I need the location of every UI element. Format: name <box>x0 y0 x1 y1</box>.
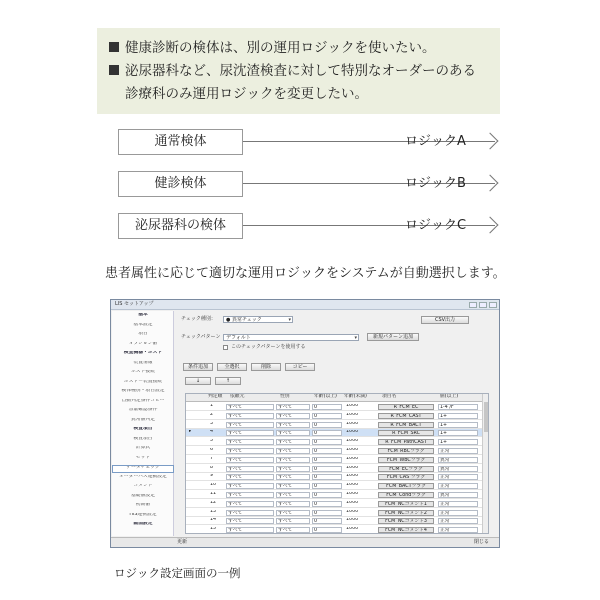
value-input[interactable]: 1-4 /F <box>438 404 478 410</box>
note-line-1: 健康診断の検体は、別の運用ロジックを使いたい。 <box>109 37 500 60</box>
value-input[interactable]: 異常 <box>438 466 478 472</box>
age-from-input[interactable]: 0 <box>312 510 342 516</box>
source-select[interactable]: すべて <box>226 466 274 472</box>
source-select[interactable]: すべて <box>226 457 274 463</box>
add-condition-button[interactable]: 条件追加 <box>183 363 213 371</box>
source-select[interactable]: すべて <box>226 474 274 480</box>
note-line-2: 泌尿器科など、尿沈渣検査に対して特別なオーダーのある <box>109 60 500 83</box>
item-button[interactable]: FCM_Condフラグ <box>378 492 434 498</box>
flow-source-box: 健診検体 <box>118 171 243 197</box>
table-row[interactable] <box>186 447 489 455</box>
sidebar-item[interactable]: 項目 <box>138 332 148 336</box>
check-type-label: チェック種別： <box>181 316 216 322</box>
pattern-select[interactable]: デフォルト ▾ <box>223 334 359 341</box>
item-button[interactable]: R_FCM_PathCAST <box>378 439 434 445</box>
age-from-input[interactable]: 0 <box>312 448 342 454</box>
value-input[interactable]: 異常 <box>438 457 478 463</box>
sex-select[interactable]: すべて <box>276 527 310 533</box>
age-from-input[interactable]: 0 <box>312 457 342 463</box>
sidebar-item[interactable]: ホスト接続 <box>131 370 155 374</box>
sidebar-item[interactable]: 検体種別・項目設定 <box>121 389 165 393</box>
settings-main-panel <box>175 311 499 536</box>
age-from-input[interactable]: 0 <box>312 483 342 489</box>
age-to-value: 1000 <box>346 518 359 523</box>
age-to-value: 1000 <box>346 474 359 479</box>
sidebar-group-label: 画面設定 <box>133 522 153 526</box>
row-number: 9 <box>210 474 214 479</box>
table-row[interactable] <box>186 456 489 464</box>
use-pattern-checkbox[interactable] <box>223 345 228 350</box>
flow-row-urology <box>118 213 478 239</box>
row-number: 1 <box>210 404 214 408</box>
item-button[interactable]: FCM_NCコメント1 <box>378 501 434 507</box>
maximize-icon[interactable] <box>479 302 487 308</box>
age-to-value: 1000 <box>346 404 359 408</box>
value-input[interactable]: 正常 <box>438 448 478 454</box>
row-number: 14 <box>210 518 217 523</box>
source-select[interactable]: すべて <box>226 492 274 498</box>
table-row[interactable] <box>186 465 489 473</box>
sidebar-item[interactable]: オーダーパス連動設定 <box>119 474 167 479</box>
table-row[interactable] <box>186 412 489 420</box>
value-input[interactable]: 1+ <box>438 430 478 436</box>
value-input[interactable]: 異常 <box>438 492 478 498</box>
sex-select[interactable]: すべて <box>276 510 310 516</box>
value-input[interactable]: 正常 <box>438 501 478 507</box>
column-header: 性別 <box>280 394 290 399</box>
age-from-input[interactable]: 0 <box>312 474 342 480</box>
main-caption: 患者属性に応じて適切な運用ロジックをシステムが自動選択します。 <box>105 266 506 281</box>
age-from-input[interactable]: 0 <box>312 404 342 410</box>
source-select[interactable]: すべて <box>226 422 274 428</box>
row-number: 11 <box>210 492 217 496</box>
age-from-input[interactable]: 0 <box>312 466 342 472</box>
age-to-value: 1000 <box>346 430 359 435</box>
row-number: 5 <box>210 439 214 444</box>
pattern-label: チェックパターン <box>181 334 221 340</box>
item-button[interactable]: FCM_CAS フラグ <box>378 474 434 480</box>
arrow-right-icon <box>482 133 499 150</box>
row-number: 6 <box>210 448 214 452</box>
item-button[interactable]: FCM_BACTフラグ <box>378 483 434 489</box>
flow-row-checkup <box>118 171 478 197</box>
column-header: 項目名 <box>382 394 397 399</box>
sidebar-item[interactable]: 異常値判定 <box>131 417 155 422</box>
age-from-input[interactable]: 0 <box>312 501 342 507</box>
sidebar-item[interactable]: 初期値 <box>135 503 151 507</box>
window-titlebar <box>111 300 499 310</box>
source-select[interactable]: すべて <box>226 404 274 410</box>
sidebar-item[interactable]: オプション値 <box>128 341 158 346</box>
row-number: 13 <box>210 509 217 514</box>
age-to-value: 1000 <box>346 483 359 488</box>
age-to-value: 1000 <box>346 465 359 470</box>
value-input[interactable]: 正常 <box>438 510 478 516</box>
item-button[interactable]: R_FCM_BACT <box>378 422 434 428</box>
column-header: 年齢(以上) <box>314 394 337 399</box>
age-to-value: 1000 <box>346 439 359 444</box>
sidebar-item[interactable]: 基礎値設定 <box>131 493 155 498</box>
row-number: 8 <box>210 465 214 470</box>
scrollbar-thumb[interactable] <box>484 402 488 432</box>
age-to-value: 1000 <box>346 492 359 496</box>
move-up-button[interactable]: ↑ <box>215 377 241 385</box>
square-bullet-icon <box>109 42 119 52</box>
csv-export-button[interactable]: CSV出力 <box>421 316 469 324</box>
sidebar-item[interactable]: コメント <box>133 484 153 488</box>
age-from-input[interactable]: 0 <box>312 518 342 524</box>
source-select[interactable]: すべて <box>226 483 274 489</box>
age-from-input[interactable]: 0 <box>312 527 342 533</box>
column-header: 年齢(未満) <box>344 394 367 399</box>
column-header: 判定順 <box>208 394 223 399</box>
requirement-note <box>97 28 500 114</box>
row-pointer-icon: ▸ <box>189 430 192 435</box>
age-to-value: 1000 <box>346 500 359 505</box>
check-type-select[interactable]: ● 異常チェック ▾ <box>223 316 293 323</box>
sidebar-group-label: 基本 <box>138 313 148 317</box>
sidebar-item[interactable]: データチェック <box>112 465 174 473</box>
age-from-input[interactable]: 0 <box>312 413 342 419</box>
item-button[interactable]: R_FCM_EC <box>378 404 434 410</box>
age-to-value: 1000 <box>346 412 359 417</box>
value-input[interactable]: 1+ <box>438 439 478 445</box>
flow-row-normal <box>118 129 478 155</box>
sidebar-item[interactable]: 容量確認条件 <box>128 408 158 412</box>
source-select[interactable]: すべて <box>226 413 274 419</box>
sex-select[interactable]: すべて <box>276 422 310 428</box>
table-row[interactable] <box>186 517 489 525</box>
item-button[interactable]: FCM_NCコメント4 <box>378 527 434 533</box>
arrow-right-icon <box>482 217 499 234</box>
screen-caption: ロジック設定画面の一例 <box>114 566 241 580</box>
source-select[interactable]: すべて <box>226 439 274 445</box>
item-button[interactable]: R_FCM_SRC <box>378 430 434 436</box>
value-input[interactable]: 正常 <box>438 474 478 480</box>
value-input[interactable]: 正常 <box>438 518 478 524</box>
sex-select[interactable]: すべて <box>276 448 310 454</box>
sex-select[interactable]: すべて <box>276 483 310 489</box>
note-line-3: 診療科のみ運用ロジックを変更したい。 <box>125 86 368 102</box>
move-down-button[interactable]: ↓ <box>185 377 211 385</box>
source-select[interactable]: すべて <box>226 501 274 507</box>
settings-sidebar <box>112 311 174 536</box>
sex-select[interactable]: すべて <box>276 439 310 445</box>
age-to-value: 1000 <box>346 448 359 452</box>
row-number: 4 <box>210 430 214 435</box>
flow-source-box: 通常検体 <box>118 129 243 155</box>
sidebar-item[interactable]: 装置情報 <box>133 360 153 365</box>
sex-select[interactable]: すべて <box>276 474 310 480</box>
source-select[interactable]: すべて <box>226 527 274 533</box>
table-row[interactable] <box>186 421 489 429</box>
column-header: 依頼元 <box>230 394 245 399</box>
age-from-input[interactable]: 0 <box>312 422 342 428</box>
sex-select[interactable]: すべて <box>276 492 310 498</box>
status-bar <box>111 537 499 547</box>
delete-button[interactable]: 削除 <box>251 363 281 371</box>
logic-settings-window <box>110 299 500 548</box>
sidebar-item[interactable]: HIS連携設定 <box>129 512 157 517</box>
minimize-icon[interactable] <box>469 302 477 308</box>
close-icon[interactable] <box>489 302 497 308</box>
flow-target-label: ロジックC <box>405 218 467 233</box>
sex-select[interactable]: すべて <box>276 466 310 472</box>
sidebar-item[interactable]: 計算式 <box>135 446 151 450</box>
table-row[interactable] <box>186 438 489 446</box>
age-to-value: 1000 <box>346 421 359 426</box>
sidebar-item[interactable]: 検査項目 <box>133 436 153 441</box>
flow-target-label: ロジックB <box>405 176 466 191</box>
square-bullet-icon <box>109 65 119 75</box>
source-select[interactable]: すべて <box>226 448 274 454</box>
row-number: 12 <box>210 500 217 505</box>
copy-button[interactable]: コピー <box>285 363 315 371</box>
sidebar-group-label: 検査機器・ホスト <box>123 351 163 355</box>
sidebar-item[interactable]: ホスト－装置接続 <box>123 379 163 384</box>
sidebar-group-label: 検査項目 <box>133 427 153 431</box>
item-button[interactable]: FCM_WBCフラグ <box>378 457 434 463</box>
close-button[interactable]: 閉じる <box>473 539 489 545</box>
value-input[interactable]: 正常 <box>438 483 478 489</box>
new-pattern-button[interactable]: 新規パターン追加 <box>367 333 419 341</box>
sex-select[interactable]: すべて <box>276 501 310 507</box>
table-row[interactable] <box>186 491 489 499</box>
item-button[interactable]: FCM_ECフラグ <box>378 466 434 472</box>
sex-select[interactable]: すべて <box>276 457 310 463</box>
age-to-value: 1000 <box>346 509 359 514</box>
table-row[interactable] <box>186 526 489 534</box>
row-number: 3 <box>210 421 214 426</box>
table-row[interactable] <box>186 500 489 508</box>
source-select[interactable]: すべて <box>226 430 274 436</box>
sex-select[interactable]: すべて <box>276 404 310 410</box>
age-to-value: 1000 <box>346 456 359 461</box>
item-button[interactable]: FCM_NCコメント3 <box>378 518 434 524</box>
sex-select[interactable]: すべて <box>276 413 310 419</box>
sex-select[interactable]: すべて <box>276 518 310 524</box>
age-to-value: 1000 <box>346 527 359 532</box>
value-input[interactable]: 正常 <box>438 527 478 533</box>
value-input[interactable]: 1+ <box>438 422 478 428</box>
age-from-input[interactable]: 0 <box>312 430 342 436</box>
window-title: LIS セットアップ <box>115 301 154 307</box>
condition-grid <box>185 393 489 534</box>
table-row[interactable] <box>186 482 489 490</box>
flow-source-box: 泌尿器科の検体 <box>118 213 243 239</box>
value-input[interactable]: 1+ <box>438 413 478 419</box>
item-button[interactable]: R_FCM_CAST <box>378 413 434 419</box>
table-row[interactable] <box>186 509 489 517</box>
row-number: 10 <box>210 483 217 488</box>
flow-target-label: ロジックA <box>405 134 466 149</box>
column-header: 値(以上) <box>440 394 459 399</box>
table-row[interactable] <box>186 473 489 481</box>
arrow-right-icon <box>482 175 499 192</box>
item-button[interactable]: FCM_RBCフラグ <box>378 448 434 454</box>
item-button[interactable]: FCM_NCコメント2 <box>378 510 434 516</box>
sex-select[interactable]: すべて <box>276 430 310 436</box>
sidebar-item[interactable]: 基本設定 <box>133 322 153 327</box>
row-number: 7 <box>210 456 214 461</box>
sidebar-item[interactable]: セット <box>135 455 151 460</box>
grid-scrollbar[interactable] <box>482 394 488 534</box>
select-all-button[interactable]: 全選択 <box>217 363 247 371</box>
source-select[interactable]: すべて <box>226 510 274 516</box>
row-number: 15 <box>210 527 217 532</box>
table-row[interactable] <box>186 429 489 437</box>
source-select[interactable]: すべて <box>226 518 274 524</box>
row-number: 2 <box>210 412 214 417</box>
use-pattern-label: このチェックパターンを使用する <box>231 344 306 350</box>
update-button[interactable]: 更新 <box>177 539 188 545</box>
age-from-input[interactable]: 0 <box>312 439 342 445</box>
table-row[interactable] <box>186 403 489 411</box>
grid-header <box>186 394 489 402</box>
age-from-input[interactable]: 0 <box>312 492 342 498</box>
sidebar-item[interactable]: 自動判定条件コピー <box>121 398 165 403</box>
